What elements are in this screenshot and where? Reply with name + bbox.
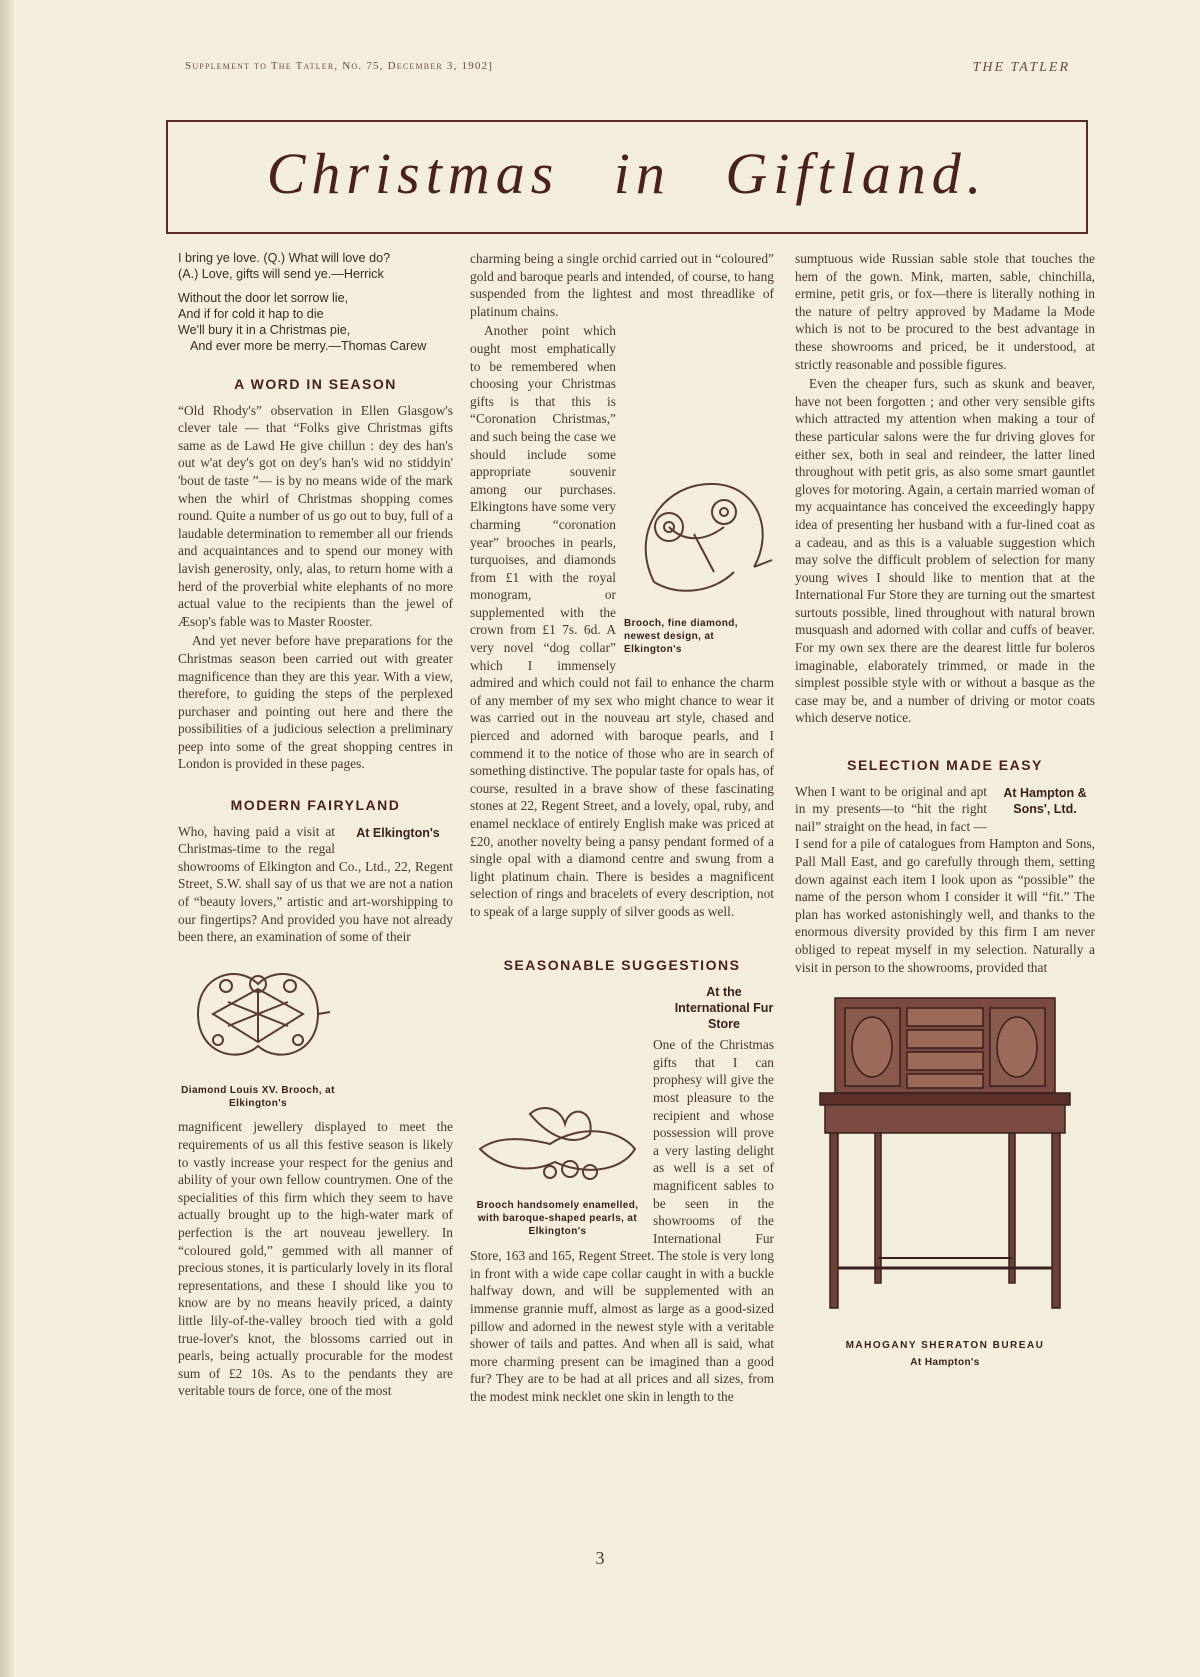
- column-3: [795, 250, 1095, 1369]
- paragraph: [178, 823, 453, 946]
- paragraph-text: Who, having paid a visit at Christmas-time to the regal showrooms of Elkington and Co., Ltd., 22, Regent Street, S.W. shall say of us that we are not a nation of “beauty lovers,” artistic and art-worshipping to our fingertips? And provided you have not already been there, an examination of some of their: [178, 823, 453, 945]
- figure-caption: MAHOGANY SHERATON BUREAU: [845, 1339, 1045, 1351]
- paragraph: One of the Christmas gifts that I can prophesy will give the most pleasure to the recipient and whose possession will prove a very lasting delight as well is a set of magnificent sables to be seen in the showrooms of the International Fur Store, 163 and 165, Regent Street. The stole is very long in front with a wide cape collar caught in with a buckle halfway down, and will be supplemented with an immense grannie muff, almost as large as a good-sized pillow and adorned in the newest style with a veritable shower of tails and pattes. And when all is said, what more charming present can be imagined than a good fur? They are to be had at all prices and all sizes, from the modest mink necklet one skin in length to the: [470, 1037, 774, 1405]
- paragraph: “Old Rhody's” observation in Ellen Glasgow's clever tale — that “Folks give Christmas gifts same as de Lawd He give chillun : dey des han's out w'at dey's got on dey's han's wid no stiddyin' 'bout de taste ”— is by no means wide of the mark when the whirl of Christmas shopping comes round. Quite a number of us go out to buy, full of a laudable determination to remember all our friends and acquaintances and to spend our money with lavish generosity, only, alas, to return home with a herd of the proverbial white elephants of no more actual value to the recipients than the jewel of Æsop's fable was to Master Rooster.: [178, 402, 453, 629]
- figure-sheraton-bureau: [815, 988, 1075, 1369]
- shop-side-note: At the International Fur Store: [674, 985, 774, 1032]
- paragraph: When I want to be original and apt in my presents—to “hit the right nail” straight on the head, in fact — I send for a pile of catalogues from Hampton and Sons, Pall Mall East, and go carefully through them, setting down against each item I look upon as “possible” the name of the person whom I consider it will “fit.” The plan has worked astonishingly well, and thanks to the enormous diversity provided by this firm I am never obliged to repeat myself in my selection. Naturally a visit in person to the showrooms, provided that: [795, 783, 1095, 975]
- section-heading: MODERN FAIRYLAND: [230, 797, 401, 814]
- bureau-illustration: [815, 988, 1075, 1328]
- column-1: [178, 250, 453, 1402]
- page-title: Christmas in Giftland.: [266, 141, 988, 206]
- figure-dog-collar-brooch: [624, 472, 774, 656]
- paragraph: magnificent jewellery displayed to meet the requirements of us all this festive season is likely to vastly increase your respect for the genius and ability of your own fellow countrymen. One of the specialities of this firm which they seem to have actually brought up to the high-water mark of perfection is the art nouveau jewellery. In “coloured gold,” gemmed with all manner of precious stones, it is particularly lovely in its floral representations, and these I should like you to know are by no means heavily priced, a dainty little lily-of-the-valley brooch tied with a gold true-lover's knot, the blossoms carried out in pearls, being actually procurable for the modest sum of £2 10s. As to the pendants they are veritable tours de force, one of the most: [178, 1119, 453, 1399]
- brooch-illustration: [470, 1094, 645, 1194]
- running-head-left: Supplement to The Tatler, No. 75, December 3, 1902]: [185, 60, 494, 72]
- brooch-illustration: [624, 472, 774, 612]
- paragraph: And yet never before have preparations for the Christmas season been carried out with greater magnificence than they are this year. With a view, therefore, to guiding the steps of the perplexed purchaser and pointing out here and there the possibilities of a judicious selection a preliminary peep into some of the great shopping centres in London is provided in these pages.: [178, 633, 453, 772]
- page-number: 3: [595, 1548, 605, 1568]
- shop-side-note: At Elkington's: [356, 825, 440, 840]
- brooch-illustration: [178, 954, 338, 1074]
- figure-caption: Brooch, fine diamond, newest design, at Elkington's: [624, 617, 738, 655]
- section-heading: SEASONABLE SUGGESTIONS: [503, 956, 741, 973]
- figure-caption: At Hampton's: [910, 1356, 980, 1368]
- running-head-right: THE TATLER: [972, 60, 1070, 75]
- epigraph-line: Without the door let sorrow lie,: [178, 291, 349, 305]
- figure-caption: Diamond Louis XV. Brooch, at Elkington's: [181, 1085, 335, 1110]
- paragraph: charming being a single orchid carried out in “coloured” gold and baroque pearls and intended, of course, to hang suspended from the lightest and most threadlike of platinum chains.: [470, 251, 774, 319]
- column-2: [470, 250, 774, 1408]
- title-box: [166, 120, 1088, 234]
- paragraph: sumptuous wide Russian sable stole that touches the hem of the gown. Mink, marten, sable, chinchilla, ermine, petit gris, or fox—there is literally nothing in the nature of peltry approved by Madame la Mode which is not to be procured to the best advantage in these showrooms and priced, be it understood, at strictly reasonable and possible figures.: [795, 251, 1095, 372]
- paragraph: Another point which ought most emphatically to be remembered when choosing your Christmas gifts is that this is “Coronation Christmas,” and such being the case we should include some appropriate souvenir among our purchases. Elkingtons have some very charming “coronation year” brooches in pearls, turquoises, and diamonds from £1 with the royal monogram, or supplemented with the crown from £1 7s. 6d. A very novel “dog collar” which I immensely admired and which could not fail to enhance the charm of any member of my sex who might chance to wear it was carried out in the nouveau art style, chased and pierced and adorned with baroque pearls, and I commend it to the notice of those who are in search of something distinctive. The popular taste for opals has, of course, resulted in a brave show of these fascinating stones at 22, Regent Street, and a lovely, opal, ruby, and enamel necklace of entirely English make was priced at £20, another novelty being a pansy pendant formed of a single opal with a diamond centre and swung from a light platinum chain. There is besides a magnificent selection of rings and bracelets of every description, not to speak of a large supply of silver goods as well.: [470, 323, 774, 919]
- paragraph: Even the cheaper furs, such as skunk and beaver, have not been forgotten ; and other very sensible gifts which attracted my attention when making a tour of these particular salons were the fur driving gloves for either sex, both in seal and reindeer, the latter lined throughout with petit gris, as also some smart gauntlet gloves for motoring. Again, a certain married woman of my acquaintance has conceived the exceedingly happy idea of presenting her husband with a fur-lined coat as a cadeau, and as this is a valuable suggestion which may solve the difficult problem of selection for many young wives I should like to mention that at the International Fur Store they are turning out the smartest surtouts possible, lined throughout with natural brown musquash and adorned with collar and cuffs of beaver. For my own sex there are the dearest little fur boleros imaginable, elaborately trimmed, or made in the simplest possible style with or without a basque as the case may be, and a number of driving or motor coats which deserve notice.: [795, 376, 1095, 726]
- epigraph-line: And ever more be merry.—Thomas Carew: [190, 339, 427, 353]
- shop-side-note: At Hampton & Sons', Ltd.: [1003, 785, 1087, 816]
- epigraph-line: (A.) Love, gifts will send ye.—Herrick: [178, 267, 384, 281]
- epigraph: [178, 250, 453, 354]
- figure-caption: Brooch handsomely enamelled, with baroque-shaped pearls, at Elkington's: [476, 1199, 639, 1237]
- page-edge: [0, 0, 14, 1677]
- section-heading: SELECTION MADE EASY: [847, 757, 1043, 774]
- figure-enamelled-brooch: [470, 1094, 645, 1238]
- epigraph-line: And if for cold it hap to die: [178, 307, 324, 321]
- epigraph-line: We'll bury it in a Christmas pie,: [178, 323, 351, 337]
- section-heading: A WORD IN SEASON: [234, 376, 397, 392]
- epigraph-line: I bring ye love. (Q.) What will love do?: [178, 251, 391, 265]
- figure-louis-brooch: [178, 954, 453, 1079]
